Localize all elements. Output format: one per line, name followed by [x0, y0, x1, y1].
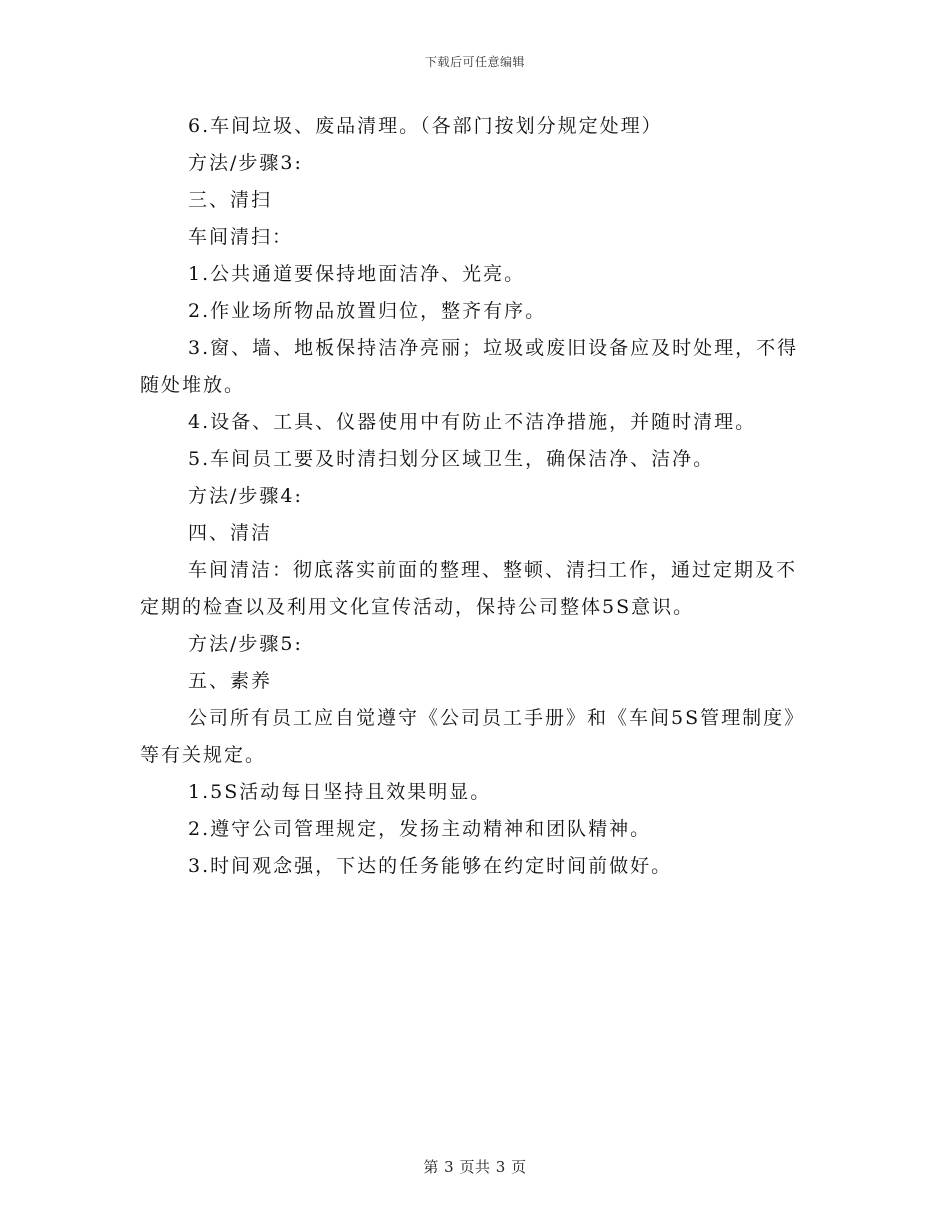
page-header: 下载后可任意编辑	[424, 55, 525, 69]
paragraph: 公司所有员工应自觉遵守《公司员工手册》和《车间5S管理制度》等有关规定。	[140, 707, 806, 766]
step-heading: 方法/步骤4:	[188, 485, 303, 507]
section-heading: 四、清洁	[188, 522, 273, 544]
step-heading: 方法/步骤3:	[188, 152, 303, 174]
list-item: 2.遵守公司管理规定，发扬主动精神和团队精神。	[188, 818, 652, 840]
list-item: 4.设备、工具、仪器使用中有防止不洁净措施，并随时清理。	[188, 411, 757, 433]
list-item: 3.窗、墙、地板保持洁净亮丽；垃圾或废旧设备应及时处理，不得随处堆放。	[140, 337, 799, 396]
list-item: 1.公共通道要保持地面洁净、光亮。	[188, 263, 526, 285]
page-footer: 第 3 页共 3 页	[423, 1158, 527, 1176]
step-heading: 方法/步骤5:	[188, 633, 303, 655]
section-heading: 五、素养	[188, 670, 273, 692]
paragraph: 6.车间垃圾、废品清理。（各部门按划分规定处理）	[188, 115, 663, 137]
section-heading: 三、清扫	[188, 189, 273, 211]
list-item: 2.作业场所物品放置归位，整齐有序。	[188, 300, 547, 322]
list-item: 3.时间观念强，下达的任务能够在约定时间前做好。	[188, 855, 673, 877]
document-body	[140, 108, 810, 885]
list-item: 1.5S活动每日坚持且效果明显。	[188, 781, 492, 803]
paragraph: 车间清扫：	[188, 226, 294, 248]
paragraph: 车间清洁：彻底落实前面的整理、整顿、清扫工作，通过定期及不定期的检查以及利用文化宣传活动，保持公司整体5S意识。	[140, 559, 798, 618]
list-item: 5.车间员工要及时清扫划分区域卫生，确保洁净、洁净。	[188, 448, 715, 470]
